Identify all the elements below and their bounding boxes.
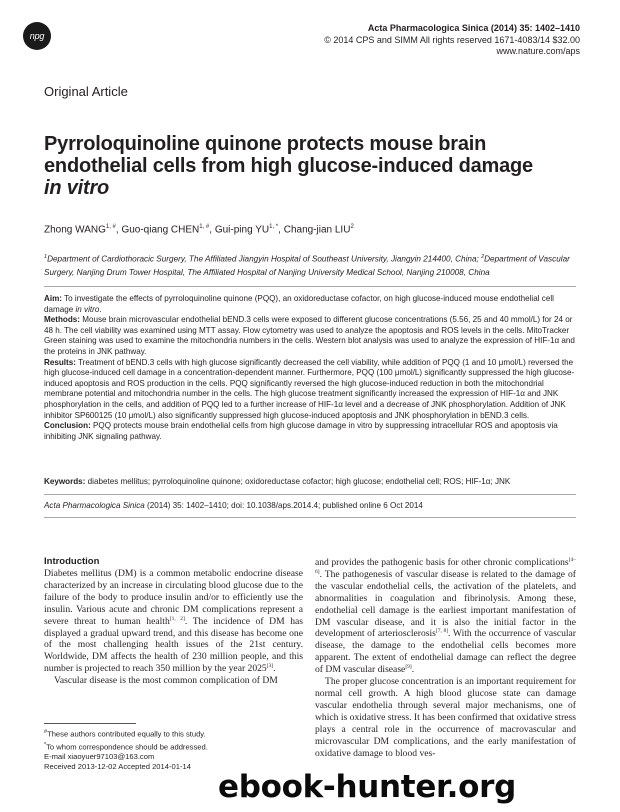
title-italic: in vitro	[44, 177, 110, 199]
keywords	[44, 477, 579, 488]
intro-paragraph-2-cont	[315, 557, 576, 676]
text-run: and provides the pathogenic basis for other chronic complications	[315, 557, 569, 568]
article-type: Original Article	[44, 84, 128, 99]
reference-mark[interactable]: [3]	[266, 663, 274, 670]
footnote-equal-contribution	[44, 727, 304, 740]
abstract-results	[44, 358, 579, 422]
aim-italic: in vitro	[75, 304, 100, 314]
text-run: . The pathogenesis of vascular disease is related to the damage of the vascular endothelial cells, the activation of the platelets, and abnormalities in coagulation and fibrinolysis. Among these, endothelial cell damage is the earliest important manifestation of DM vascular disease, and it is also the initial factor in the development of arteriosclerosis	[315, 568, 576, 640]
citation-details: (2014) 35: 1402–1410; doi: 10.1038/aps.2014.4; published online 6 Oct 2014	[144, 501, 423, 510]
intro-paragraph-3: The proper glucose concentration is an important requirement for normal cell growth. A high blood glucose state can damage vascular endothelia through several major mechanisms, one of which is oxidative stress. It has been confirmed that oxidative stress plays a central role in the occurrence of macrovascular and microvascular DM complications, and the early manifestation of oxidative damage to blood ves-	[315, 676, 576, 759]
aim-text: To investigate the effects of pyrroloquinoline quinone (PQQ), an oxidoreductase cofactor, on high glucose-induced mouse endothelial cell damage	[44, 294, 554, 314]
abstract-methods	[44, 315, 579, 357]
watermark: ebook-hunter.org	[218, 769, 516, 805]
methods-text: Mouse brain microvascular endothelial bEND.3 cells were exposed to different glucose concentrations (5.56, 25 and 40 mmol/L) for 24 or 48 h. The cell viability was examined using MTT assay. Flow cytometry was used to analyze the apoptosis and ROS levels in the cells. MitoTracker Green staining was used to examine the mitochondria numbers in the cells. Western blot analysis was used to analyze the expression of HIF-1α and the proteins in JNK pathway.	[44, 315, 575, 356]
author-name: Guo-qiang CHEN	[121, 224, 200, 236]
text-run: .	[273, 663, 276, 675]
reference-mark[interactable]: [7, 8]	[435, 628, 449, 635]
author-mark: 1, #	[199, 224, 210, 230]
conclusion-label: Conclusion:	[44, 421, 91, 431]
text-run: Diabetes mellitus (DM) is a common metabolic endocrine disease characterized by an increase in circulating blood glucose due to the failure of the body to produce insulin and/or to efficiently use the insulin. Various acute and chronic DM complications represent a severe threat to human health	[44, 568, 303, 627]
citation	[44, 501, 579, 510]
footnote-mark: *	[44, 741, 47, 748]
footnote-mark: #	[44, 729, 48, 735]
affil-num: 2	[481, 254, 485, 260]
npg-logo	[23, 22, 51, 50]
abstract	[44, 294, 579, 442]
author-mark: 1, #	[105, 224, 116, 230]
footnote-email[interactable]: E-mail xiaoyuer97103@163.com	[44, 752, 155, 762]
conclusion-text: PQQ protects mouse brain endothelial cells from high glucose damage in vitro by suppressing intracellular ROS and apoptosis via inhibiting JNK signaling pathway.	[44, 421, 558, 441]
text-run: .	[411, 664, 415, 676]
section-heading: Introduction	[44, 556, 100, 567]
abstract-aim	[44, 294, 579, 315]
affiliations	[44, 251, 584, 279]
keywords-text: diabetes mellitus; pyrroloquinoline quinone; oxidoreductase cofactor; high glucose; endothelial cell; ROS; HIF-1α; JNK	[85, 477, 511, 486]
intro-paragraph-2: Vascular disease is the most common complication of DM	[54, 675, 278, 687]
abstract-conclusion	[44, 421, 579, 442]
author-mark: 2	[350, 224, 354, 230]
footnote-correspondence	[44, 740, 304, 753]
affil-text: Department of Vascular Surgery, Nanjing Drum Tower Hospital, The Affiliated Hospital of Nanjing University Medical School, Nanjing 210008, China	[44, 254, 570, 277]
text-run: . The incidence of DM has displayed a gradual upward trend, and this disease has become one of the most challenging health issues of the 21st century. Worldwide, DM affects the health of 230 million people, and this number is projected to reach 350 million by the year 2025	[44, 615, 303, 675]
results-label: Results:	[44, 357, 76, 367]
aim-label: Aim:	[44, 294, 62, 303]
footnote-divider	[44, 723, 136, 724]
title-main: Pyrroloquinoline quinone protects mouse brain endothelial cells from high glucose-induced damage	[44, 133, 533, 177]
text-run: . With the occurrence of vascular disease, the damage to the endothelial cells becomes more apparent. The extent of endothelial damage can reflect the degree of DM vascular disease	[315, 628, 576, 676]
footnote-dates: Received 2013-12-02 Accepted 2014-01-14	[44, 762, 191, 772]
right-column	[315, 557, 576, 759]
journal-url[interactable]: www.nature.com/aps	[496, 46, 580, 56]
footnote-text: These authors contributed equally to this study.	[47, 729, 206, 739]
affil-text: Department of Cardiothoracic Surgery, The Affiliated Jiangyin Hospital of Southeast University, Jiangyin 214400, China;	[47, 254, 482, 264]
reference-mark[interactable]: [9]	[405, 663, 412, 670]
keywords-label: Keywords:	[44, 477, 86, 486]
aim-end: .	[99, 304, 102, 314]
reference-mark[interactable]: [1, 2]	[169, 615, 185, 622]
copyright-line: © 2014 CPS and SIMM All rights reserved 1671-4083/14 $32.00	[324, 34, 580, 45]
author-name: Gui-ping YU	[214, 224, 270, 236]
methods-label: Methods:	[44, 315, 80, 325]
author-name: Chang-jian LIU	[283, 224, 351, 236]
divider	[44, 517, 576, 518]
results-text: Treatment of bEND.3 cells with high glucose significantly decreased the cell viability, while addition of PQQ (1 and 10 μmol/L) reversed the high glucose-induced cell damage in a concentration-dependent manner. Furthermore, PQQ (100 μmol/L) significantly suppressed the high glucose-induced apoptosis and ROS production in the cells. PQQ significantly reversed the high glucose-induced reduction in both the mitochondrial membrane potential and mitochondria number in the cells. The high glucose treatment significantly increased the expression of HIF-1α and JNK phosphorylation in the cells, and addition of PQQ led to a further increase of HIF-1α level and a decrease of JNK phosphorylation. Addition of JNK inhibitor SP600125 (10 μmol/L) also significantly suppressed high glucose-induced apoptosis and JNK phosphorylation in bEND.3 cells.	[44, 357, 575, 420]
article-title	[44, 133, 589, 199]
author-mark: 1, *	[269, 224, 279, 230]
affil-num: 1	[44, 254, 48, 260]
footnotes	[44, 727, 304, 772]
journal-line: Acta Pharmacologica Sinica (2014) 35: 1402–1410	[367, 23, 580, 33]
footnote-text: To whom correspondence should be addressed.	[46, 742, 208, 752]
logo-text: npg	[29, 31, 45, 41]
left-column	[44, 556, 303, 687]
intro-paragraph-1	[44, 568, 303, 675]
journal-header	[324, 23, 580, 58]
author-name: Zhong WANG	[44, 224, 106, 236]
author-list: Zhong $WANG^{1, \#}$, Guo-qiang $CHEN^{1, \#}$, Gui-ping $YU^{1, *}$, Chang-jian LIU$^2$	[44, 224, 354, 236]
citation-journal: Acta Pharmacologica Sinica	[44, 501, 145, 510]
divider	[44, 494, 576, 495]
reference-mark[interactable]: [4–6]	[315, 556, 576, 575]
divider	[44, 286, 576, 287]
